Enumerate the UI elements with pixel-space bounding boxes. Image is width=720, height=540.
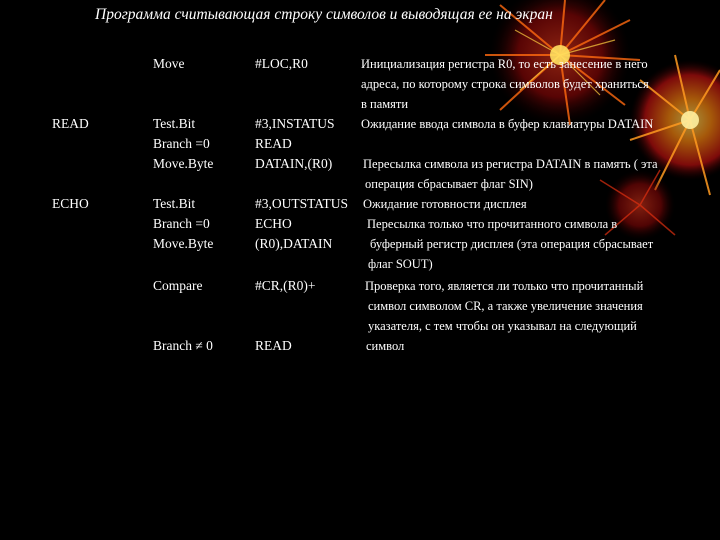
comment-line: Проверка того, является ли только что прочитанный [365, 279, 644, 293]
opcode: Branch =0 [153, 136, 210, 151]
operand: READ [255, 338, 292, 353]
comment-line: указателя, с тем чтобы он указывал на следующий [368, 319, 637, 333]
comment-line: символ символом CR, а также увеличение значения [368, 299, 643, 313]
opcode: Branch =0 [153, 216, 210, 231]
comment-line: символ [366, 339, 405, 353]
comment-line: флаг SOUT) [368, 257, 433, 271]
label-echo: ECHO [52, 196, 89, 211]
opcode: Test.Bit [153, 196, 196, 211]
comment-line: Пересылка только что прочитанного символа в [367, 217, 618, 231]
operand: #LOC,R0 [255, 56, 308, 71]
comment-line: адреса, по которому строка символов будет храниться [361, 77, 649, 91]
comment-line: буферный регистр дисплея (эта операция сбрасывает [370, 237, 654, 251]
operand: READ [255, 136, 292, 151]
opcode: Move.Byte [153, 236, 214, 251]
comment-line: операция сбрасывает флаг SIN) [365, 177, 533, 191]
comment-line: в памяти [361, 97, 409, 111]
operand: ECHO [255, 216, 292, 231]
comment-line: Инициализация регистра R0, то есть занесение в него [361, 57, 648, 71]
opcode: Move [153, 56, 185, 71]
operand: DATAIN,(R0) [255, 156, 333, 171]
comment-line: Ожидание ввода символа в буфер клавиатуры DATAIN [361, 117, 654, 131]
operand: (R0),DATAIN [255, 236, 333, 251]
opcode: Test.Bit [153, 116, 196, 131]
comment-line: Ожидание готовности дисплея [363, 197, 527, 211]
slide-title: Программа считывающая строку символов и выводящая ее на экран [95, 6, 553, 23]
operand: #3,INSTATUS [255, 116, 335, 131]
opcode: Move.Byte [153, 156, 214, 171]
operand: #3,OUTSTATUS [255, 196, 349, 211]
comment-line: Пересылка символа из регистра DATAIN в память ( эта [363, 157, 658, 171]
opcode: Branch ≠ 0 [153, 338, 213, 353]
opcode: Compare [153, 278, 203, 293]
label-read: READ [52, 116, 89, 131]
operand: #CR,(R0)+ [255, 278, 316, 293]
